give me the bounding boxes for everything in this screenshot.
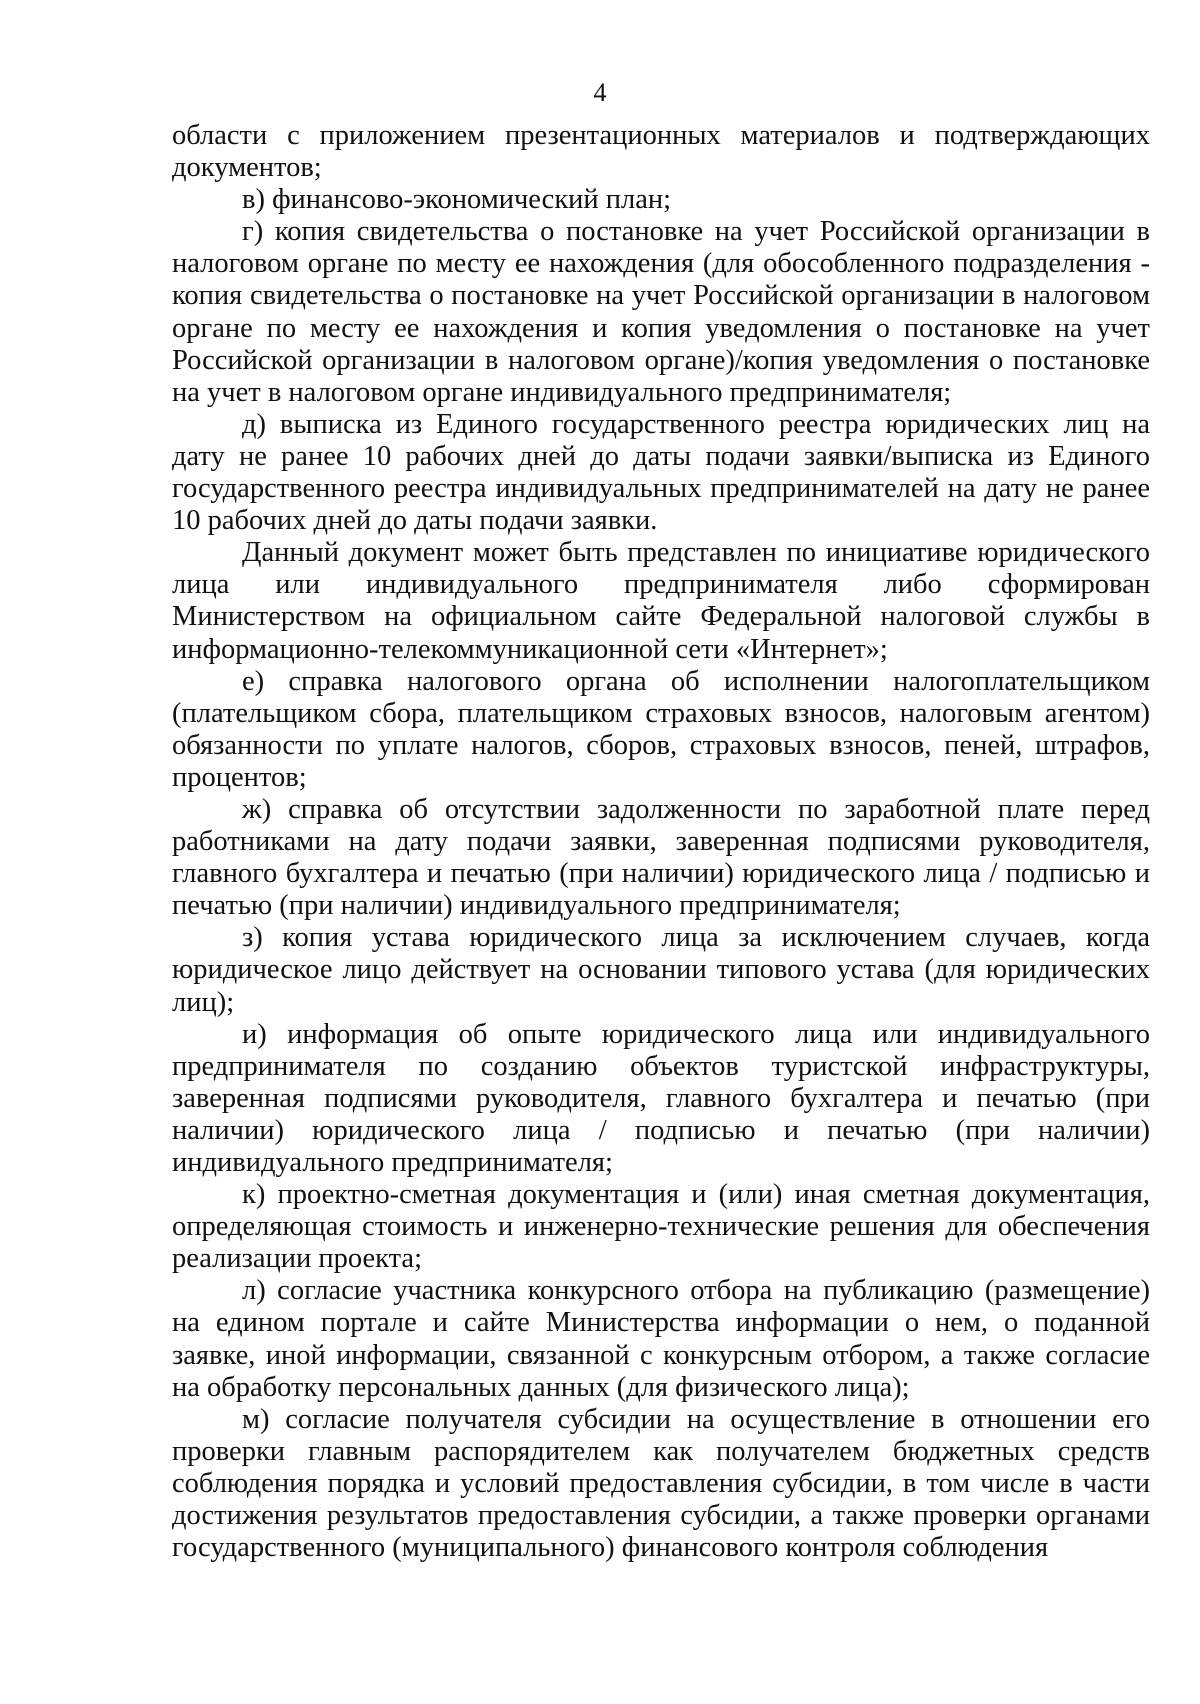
list-item-e: е) справка налогового органа об исполнении налогоплательщиком (плательщиком сбора, плательщиком страховых взносов, налоговым агентом) обязанности по уплате налогов, сборов, страховых взносов, пеней, штрафов, процентов;	[172, 665, 1150, 793]
list-item-m: м) согласие получателя субсидии на осуществление в отношении его проверки главным распорядителем как получателем бюджетных средств соблюдения порядка и условий предоставления субсидии, в том числе в части достижения результатов предоставления субсидии, а также проверки органами государственного (муниципального) финансового контроля соблюдения	[172, 1403, 1150, 1564]
list-item-l: л) согласие участника конкурсного отбора на публикацию (размещение) на едином портале и сайте Министерства информации о нем, о поданной заявке, иной информации, связанной с конкурсным отбором, а также согласие на обработку персональных данных (для физического лица);	[172, 1275, 1150, 1403]
list-item-d: д) выписка из Единого государственного реестра юридических лиц на дату не ранее 10 рабочих дней до даты подачи заявки/выписка из Единого государственного реестра индивидуальных предпринимателей на дату не ранее 10 рабочих дней до даты подачи заявки.	[172, 408, 1150, 537]
list-item-zh: ж) справка об отсутствии задолженности по заработной плате перед работниками на дату подачи заявки, заверенная подписями руководителя, главного бухгалтера и печатью (при наличии) юридического лица / подписью и печатью (при наличии) индивидуального предпринимателя;	[172, 793, 1150, 922]
list-item-i: и) информация об опыте юридического лица или индивидуального предпринимателя по созданию объектов туристской инфраструктуры, заверенная подписями руководителя, главного бухгалтера и печатью (при наличии) юридического лица / подписью и печатью (при наличии) индивидуального предпринимателя;	[172, 1018, 1150, 1178]
paragraph-continuation: области с приложением презентационных материалов и подтверждающих документов;	[172, 120, 1150, 184]
paragraph-note: Данный документ может быть представлен по инициативе юридического лица или индивидуального предпринимателя либо сформирован Министерством на официальном сайте Федеральной налоговой службы в информационно-телекоммуникационной сети «Интернет»;	[172, 537, 1150, 665]
list-item-v: в) финансово-экономический план;	[242, 184, 672, 216]
list-item-g: г) копия свидетельства о постановке на учет Российской организации в налоговом органе по месту ее нахождения (для обособленного подразделения - копия свидетельства о постановке на учет Российской организации в налоговом органе по месту ее нахождения и копия уведомления о постановке на учет Российской организации в налоговом органе)/копия уведомления о постановке на учет в налоговом органе индивидуального предпринимателя;	[172, 216, 1150, 408]
list-item-z: з) копия устава юридического лица за исключением случаев, когда юридическое лицо действует на основании типового устава (для юридических лиц);	[172, 922, 1150, 1018]
page-number: 4	[593, 78, 607, 107]
document-body	[172, 120, 1150, 1564]
list-item-k: к) проектно-сметная документация и (или) иная сметная документация, определяющая стоимость и инженерно-технические решения для обеспечения реализации проекта;	[172, 1179, 1150, 1275]
